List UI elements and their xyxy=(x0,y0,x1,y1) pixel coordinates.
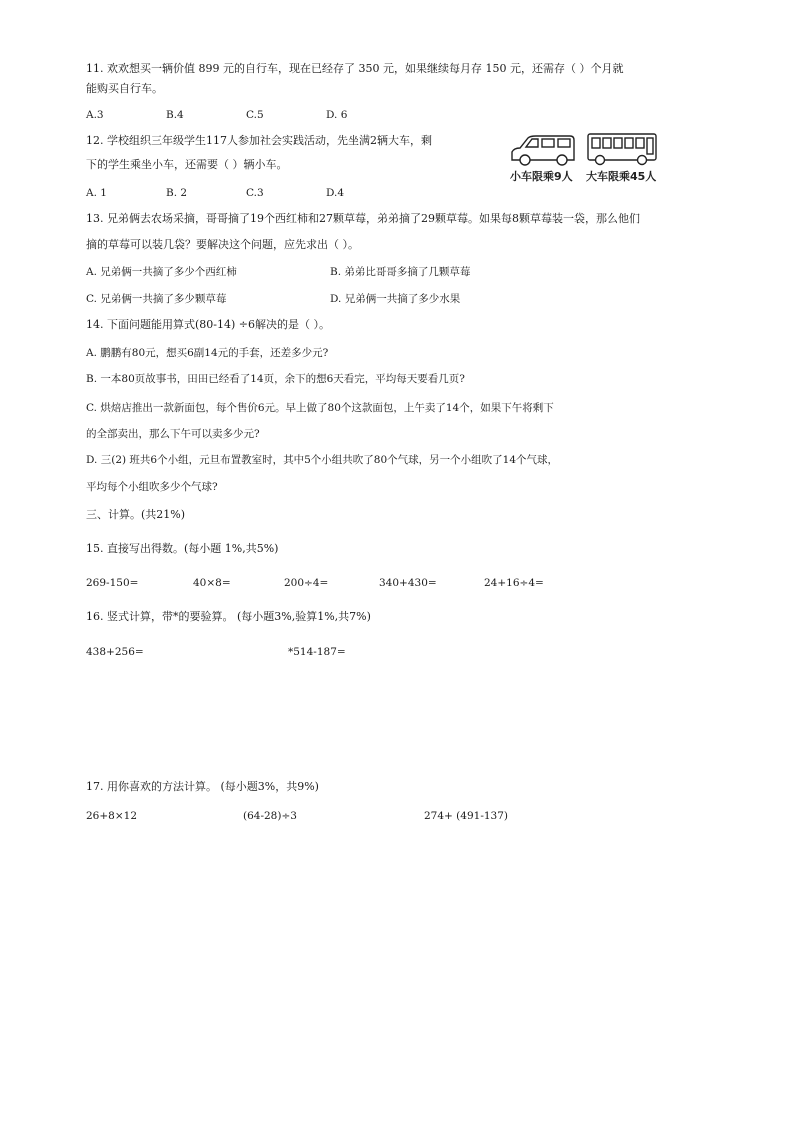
q15-item-3: 200÷4= xyxy=(284,577,329,589)
q14-option-a: A. 鹏鹏有80元，想买6副14元的手套，还差多少元? xyxy=(86,347,329,359)
small-car-label: 小车限乘9人 xyxy=(510,170,573,183)
q14-option-b: B. 一本80页故事书，田田已经看了14页，余下的想6天看完，平均每天要看几页? xyxy=(86,373,465,385)
q13-option-c: C. 兄弟俩一共摘了多少颗草莓 xyxy=(86,293,227,305)
q12-option-a: A. 1 xyxy=(86,187,107,199)
q15-item-4: 340+430= xyxy=(379,577,437,589)
q14-option-d: D. 三(2) 班共6个小组，元旦布置教室时，其中5个小组共吹了80个气球，另一个小组吹了14个气球， xyxy=(86,454,559,466)
q16-item-2: *514-187= xyxy=(288,646,346,658)
q15-item-1: 269-150= xyxy=(86,577,139,589)
q17-text: 17. 用你喜欢的方法计算。 (每小题3%，共9%) xyxy=(86,780,319,793)
q11-option-c: C.5 xyxy=(246,109,264,121)
q13-text-cont: 摘的草莓可以装几袋？要解决这个问题，应先求出（ ）。 xyxy=(86,238,359,251)
q14-option-c-cont: 的全部卖出，那么下午可以卖多少元? xyxy=(86,428,260,440)
q11-option-d: D. 6 xyxy=(326,109,348,121)
q14-option-c: C. 烘焙店推出一款新面包，每个售价6元。早上做了80个这款面包，上午卖了14个，如果下午将剩下 xyxy=(86,402,554,414)
q16-item-1: 438+256= xyxy=(86,646,144,658)
q13-text: 13. 兄弟俩去农场采摘，哥哥摘了19个西红柿和27颗草莓，弟弟摘了29颗草莓。如果每8颗草莓装一袋，那么他们 xyxy=(86,212,640,225)
q11-text-cont: 能购买自行车。 xyxy=(86,82,163,95)
q12-option-c: C.3 xyxy=(246,187,264,199)
q12-option-b: B. 2 xyxy=(166,187,188,199)
q14-option-d-cont: 平均每个小组吹多少个气球? xyxy=(86,481,218,493)
q17-item-1: 26+8×12 xyxy=(86,810,137,822)
q15-text: 15. 直接写出得数。(每小题 1%,共5%) xyxy=(86,542,279,555)
q16-text: 16. 竖式计算，带*的要验算。 (每小题3%,验算1%,共7%) xyxy=(86,610,371,623)
small-car-icon xyxy=(512,136,574,165)
q11-text: 11. 欢欢想买一辆价值 899 元的自行车，现在已经存了 350 元，如果继续每月存 150 元，还需存（ ）个月就 xyxy=(86,62,624,75)
q15-item-2: 40×8= xyxy=(193,577,231,589)
q11-option-b: B.4 xyxy=(166,109,184,121)
q14-text: 14. 下面问题能用算式(80-14) ÷6解决的是（ ）。 xyxy=(86,318,330,331)
q17-item-2: (64-28)÷3 xyxy=(243,810,297,822)
q12-option-d: D.4 xyxy=(326,187,345,199)
vehicles-illustration xyxy=(508,130,668,186)
q13-option-a: A. 兄弟俩一共摘了多少个西红柿 xyxy=(86,266,237,278)
q13-option-d: D. 兄弟俩一共摘了多少水果 xyxy=(330,293,461,305)
q12-text-cont: 下的学生乘坐小车，还需要（ ）辆小车。 xyxy=(86,158,288,171)
big-car-label: 大车限乘45人 xyxy=(586,170,657,183)
q15-item-5: 24+16÷4= xyxy=(484,577,544,589)
section-3-heading: 三、计算。(共21%) xyxy=(86,508,186,521)
big-bus-icon xyxy=(588,134,656,165)
q12-text: 12. 学校组织三年级学生117人参加社会实践活动，先坐满2辆大车，剩 xyxy=(86,134,432,147)
q17-item-3: 274+ (491-137) xyxy=(424,810,508,822)
q13-option-b: B. 弟弟比哥哥多摘了几颗草莓 xyxy=(330,266,471,278)
q11-option-a: A.3 xyxy=(86,109,104,121)
